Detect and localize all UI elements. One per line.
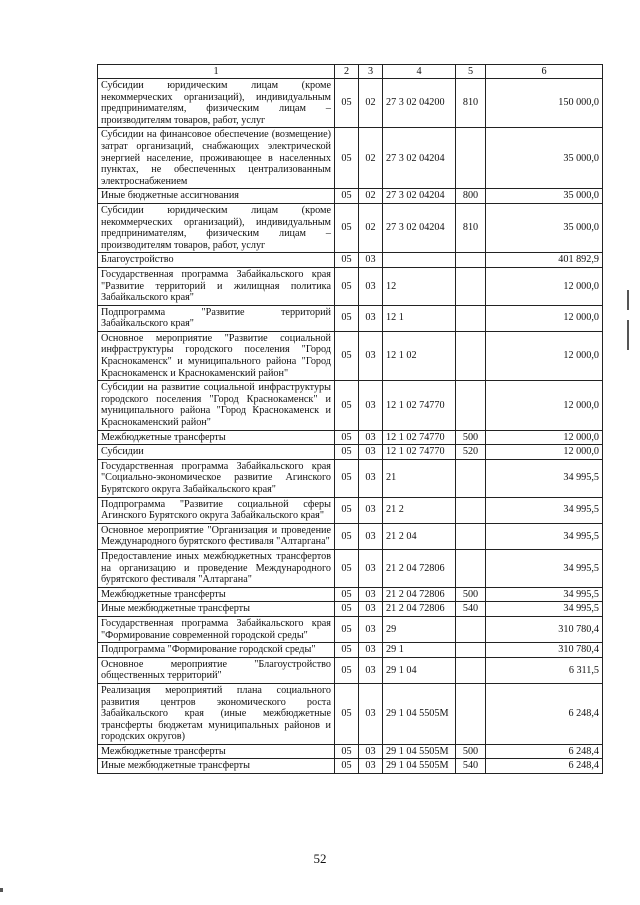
row-section: 05: [335, 203, 359, 252]
row-target-code: 29 1 04 5505M: [383, 744, 456, 759]
row-subsection: 03: [359, 253, 383, 268]
table-row: [98, 497, 603, 523]
row-expense-type: [456, 267, 486, 305]
row-expense-type: [456, 549, 486, 587]
row-amount: 6 248,4: [486, 744, 603, 759]
row-subsection: 03: [359, 657, 383, 683]
row-subsection: 02: [359, 128, 383, 189]
row-section: 05: [335, 683, 359, 744]
row-target-code: 12 1 02: [383, 331, 456, 380]
row-subsection: 02: [359, 189, 383, 204]
row-subsection: 03: [359, 331, 383, 380]
row-amount: 35 000,0: [486, 128, 603, 189]
row-subsection: 02: [359, 79, 383, 128]
row-name: Основное мероприятие "Благоустройство общественных территорий": [98, 657, 335, 683]
row-section: 05: [335, 189, 359, 204]
row-amount: 12 000,0: [486, 305, 603, 331]
table-row: [98, 430, 603, 445]
row-section: 05: [335, 497, 359, 523]
row-target-code: 29 1 04: [383, 657, 456, 683]
row-expense-type: [456, 643, 486, 658]
row-subsection: 02: [359, 203, 383, 252]
row-subsection: 03: [359, 616, 383, 642]
table-row: [98, 267, 603, 305]
row-expense-type: 810: [456, 79, 486, 128]
row-amount: 12 000,0: [486, 430, 603, 445]
table-header-row: [98, 65, 603, 79]
row-subsection: 03: [359, 430, 383, 445]
row-expense-type: 810: [456, 203, 486, 252]
row-name: Субсидии юридическим лицам (кроме некоммерческих организаций), индивидуальным предпринимателям, физическим лицам – производителям товаров, работ, услуг: [98, 79, 335, 128]
table-row: [98, 744, 603, 759]
row-amount: 6 311,5: [486, 657, 603, 683]
row-section: 05: [335, 549, 359, 587]
row-section: 05: [335, 759, 359, 774]
row-subsection: 03: [359, 459, 383, 497]
row-name: Подпрограмма "Формирование городской среды": [98, 643, 335, 658]
row-name: Субсидии на финансовое обеспечение (возмещение) затрат организаций, снабжающих электрической энергией население, проживающее в населенных пунктах, не обеспеченных централизованным электроснабжением: [98, 128, 335, 189]
table-row: [98, 203, 603, 252]
row-amount: 35 000,0: [486, 189, 603, 204]
row-amount: 12 000,0: [486, 381, 603, 430]
table-row: [98, 759, 603, 774]
row-section: 05: [335, 602, 359, 617]
row-expense-type: [456, 683, 486, 744]
row-target-code: 29 1: [383, 643, 456, 658]
row-expense-type: 500: [456, 430, 486, 445]
column-header: 5: [456, 65, 486, 79]
row-section: 05: [335, 459, 359, 497]
row-section: 05: [335, 267, 359, 305]
row-amount: 34 995,5: [486, 602, 603, 617]
row-subsection: 03: [359, 759, 383, 774]
table-row: [98, 381, 603, 430]
row-section: 05: [335, 430, 359, 445]
row-name: Субсидии: [98, 445, 335, 460]
row-expense-type: 500: [456, 744, 486, 759]
row-section: 05: [335, 445, 359, 460]
row-target-code: 21 2 04 72806: [383, 602, 456, 617]
row-expense-type: 800: [456, 189, 486, 204]
row-name: Межбюджетные трансферты: [98, 430, 335, 445]
row-name: Основное мероприятие "Организация и проведение Международного бурятского фестиваля "Алтаргана": [98, 523, 335, 549]
row-name: Государственная программа Забайкальского края "Формирование современной городской среды": [98, 616, 335, 642]
table-row: [98, 253, 603, 268]
row-subsection: 03: [359, 523, 383, 549]
table-row: [98, 79, 603, 128]
row-amount: 12 000,0: [486, 331, 603, 380]
row-section: 05: [335, 657, 359, 683]
row-expense-type: 520: [456, 445, 486, 460]
row-section: 05: [335, 305, 359, 331]
row-subsection: 03: [359, 602, 383, 617]
column-header: 6: [486, 65, 603, 79]
row-target-code: 12 1: [383, 305, 456, 331]
row-expense-type: [456, 253, 486, 268]
row-amount: 6 248,4: [486, 683, 603, 744]
table-row: [98, 305, 603, 331]
row-target-code: 27 3 02 04200: [383, 79, 456, 128]
row-target-code: [383, 253, 456, 268]
row-target-code: 21: [383, 459, 456, 497]
table-row: [98, 616, 603, 642]
row-section: 05: [335, 381, 359, 430]
budget-table: [97, 64, 603, 774]
row-subsection: 03: [359, 587, 383, 602]
row-expense-type: [456, 523, 486, 549]
table-row: [98, 445, 603, 460]
row-name: Предоставление иных межбюджетных трансфертов на организацию и проведение Международного бурятского фестиваля "Алтаргана": [98, 549, 335, 587]
row-target-code: 27 3 02 04204: [383, 128, 456, 189]
row-name: Иные межбюджетные трансферты: [98, 759, 335, 774]
row-target-code: 27 3 02 04204: [383, 203, 456, 252]
row-name: Реализация мероприятий плана социального развития центров экономического роста Забайкальского края (иные межбюджетные трансферты бюджетам муниципальных районов и городских округов): [98, 683, 335, 744]
row-subsection: 03: [359, 497, 383, 523]
table-row: [98, 331, 603, 380]
table-row: [98, 189, 603, 204]
row-amount: 34 995,5: [486, 549, 603, 587]
column-header: 1: [98, 65, 335, 79]
row-target-code: 29: [383, 616, 456, 642]
row-subsection: 03: [359, 744, 383, 759]
row-amount: 35 000,0: [486, 203, 603, 252]
row-subsection: 03: [359, 683, 383, 744]
row-amount: 6 248,4: [486, 759, 603, 774]
row-amount: 12 000,0: [486, 445, 603, 460]
row-target-code: 12: [383, 267, 456, 305]
row-subsection: 03: [359, 549, 383, 587]
table-row: [98, 657, 603, 683]
row-section: 05: [335, 253, 359, 268]
table-row: [98, 459, 603, 497]
row-name: Межбюджетные трансферты: [98, 744, 335, 759]
row-section: 05: [335, 744, 359, 759]
row-name: Государственная программа Забайкальского края "Социально-экономическое развитие Агинского Бурятского округа Забайкальского края": [98, 459, 335, 497]
row-expense-type: [456, 128, 486, 189]
row-name: Иные бюджетные ассигнования: [98, 189, 335, 204]
table-row: [98, 683, 603, 744]
row-amount: 34 995,5: [486, 523, 603, 549]
row-subsection: 03: [359, 643, 383, 658]
row-section: 05: [335, 587, 359, 602]
row-amount: 34 995,5: [486, 587, 603, 602]
row-section: 05: [335, 128, 359, 189]
row-name: Государственная программа Забайкальского края "Развитие территорий и жилищная политика Забайкальского края": [98, 267, 335, 305]
column-header: 4: [383, 65, 456, 79]
row-amount: 34 995,5: [486, 459, 603, 497]
row-section: 05: [335, 331, 359, 380]
row-section: 05: [335, 616, 359, 642]
row-expense-type: 540: [456, 602, 486, 617]
table-body: [98, 65, 603, 774]
row-section: 05: [335, 643, 359, 658]
row-amount: 12 000,0: [486, 267, 603, 305]
row-expense-type: [456, 497, 486, 523]
row-name: Межбюджетные трансферты: [98, 587, 335, 602]
row-name: Субсидии на развитие социальной инфраструктуры городского поселения "Город Краснокаменск" и муниципального района "Город Краснокаменск и Краснокаменский район": [98, 381, 335, 430]
row-name: Подпрограмма "Развитие территорий Забайкальского края": [98, 305, 335, 331]
row-target-code: 27 3 02 04204: [383, 189, 456, 204]
row-target-code: 12 1 02 74770: [383, 430, 456, 445]
table-row: [98, 602, 603, 617]
scan-edge-mark: [627, 320, 629, 350]
row-expense-type: 500: [456, 587, 486, 602]
row-expense-type: 540: [456, 759, 486, 774]
row-section: 05: [335, 523, 359, 549]
column-header: 2: [335, 65, 359, 79]
scan-edge-mark: [627, 290, 629, 310]
table-row: [98, 587, 603, 602]
row-subsection: 03: [359, 267, 383, 305]
row-target-code: 12 1 02 74770: [383, 381, 456, 430]
row-subsection: 03: [359, 445, 383, 460]
row-expense-type: [456, 657, 486, 683]
row-name: Подпрограмма "Развитие социальной сферы Агинского Бурятского округа Забайкальского края": [98, 497, 335, 523]
page-number: 52: [313, 851, 327, 866]
row-target-code: 29 1 04 5505M: [383, 683, 456, 744]
table-row: [98, 523, 603, 549]
row-expense-type: [456, 616, 486, 642]
row-amount: 401 892,9: [486, 253, 603, 268]
scan-edge-mark: [0, 888, 3, 892]
row-name: Иные межбюджетные трансферты: [98, 602, 335, 617]
row-expense-type: [456, 381, 486, 430]
row-subsection: 03: [359, 381, 383, 430]
row-amount: 310 780,4: [486, 616, 603, 642]
row-target-code: 29 1 04 5505M: [383, 759, 456, 774]
table-row: [98, 549, 603, 587]
row-target-code: 21 2 04 72806: [383, 549, 456, 587]
row-target-code: 12 1 02 74770: [383, 445, 456, 460]
row-name: Благоустройство: [98, 253, 335, 268]
table-row: [98, 643, 603, 658]
row-name: Субсидии юридическим лицам (кроме некоммерческих организаций), индивидуальным предпринимателям, физическим лицам – производителям товаров, работ, услуг: [98, 203, 335, 252]
row-target-code: 21 2 04: [383, 523, 456, 549]
row-expense-type: [456, 459, 486, 497]
column-header: 3: [359, 65, 383, 79]
table-row: [98, 128, 603, 189]
row-amount: 310 780,4: [486, 643, 603, 658]
row-amount: 34 995,5: [486, 497, 603, 523]
row-subsection: 03: [359, 305, 383, 331]
row-amount: 150 000,0: [486, 79, 603, 128]
row-expense-type: [456, 331, 486, 380]
row-name: Основное мероприятие "Развитие социальной инфраструктуры городского поселения "Город Краснокаменск" и муниципального района "Город Краснокаменск и Краснокаменский район": [98, 331, 335, 380]
row-target-code: 21 2 04 72806: [383, 587, 456, 602]
row-section: 05: [335, 79, 359, 128]
row-target-code: 21 2: [383, 497, 456, 523]
row-expense-type: [456, 305, 486, 331]
